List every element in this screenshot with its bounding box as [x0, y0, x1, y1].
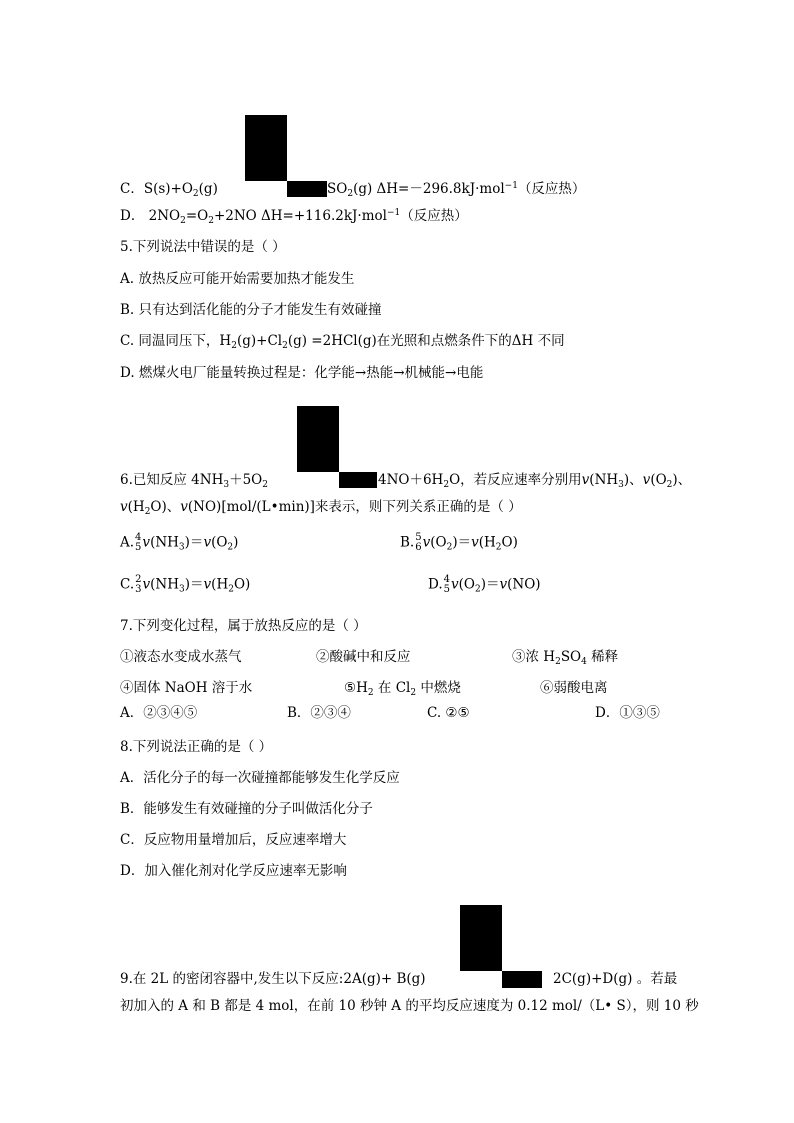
fraction: 5 6	[415, 532, 422, 553]
q8-option-c: C．反应物用量增加后，反应速率增大	[120, 832, 347, 848]
q5-option-b: B. 只有达到活化能的分子才能发生有效碰撞	[120, 302, 382, 318]
q5-stem: 5.下列说法中错误的是（ ）	[120, 239, 286, 255]
q5-option-d: D. 燃煤火电厂能量转换过程是：化学能→热能→机械能→电能	[120, 365, 484, 381]
q8-option-a: A．活化分子的每一次碰撞都能够发生化学反应	[120, 770, 400, 786]
q7-option-c: C. ②⑤	[427, 705, 470, 721]
redacted-block	[339, 472, 377, 488]
q8-option-b: B．能够发生有效碰撞的分子叫做活化分子	[120, 801, 373, 817]
fraction: 2 3	[135, 574, 142, 595]
redacted-block	[460, 905, 502, 971]
fraction: 4 5	[443, 574, 451, 595]
redacted-block	[287, 181, 327, 197]
q6-option-c: C. 2 3 $v(NH_3)=v(H_2O)$	[120, 574, 251, 595]
fraction: 4 5	[135, 532, 142, 553]
redacted-block	[502, 971, 542, 988]
q9-stem-line2: 初加入的 A 和 B 都是 4 mol，在前 10 秒钟 A 的平均反应速度为 0.12 mol/（L• S），则 10 秒	[120, 998, 699, 1014]
q6-option-a: A. 4 5 $v(NH_3)=v(O_2)$	[120, 532, 239, 553]
q9-stem-line1-cont: 2C(g)+D(g) 。若最	[553, 971, 678, 987]
q7-item-2: ②酸碱中和反应	[316, 649, 411, 665]
q6-stem-line1-cont: $4NO+6H_2O$，若反应速率分别用$v(NH_3)$、$v(O_2)$、	[378, 472, 692, 490]
q7-option-a: A．②③④⑤	[120, 705, 198, 721]
q7-stem: 7.下列变化过程，属于放热反应的是（ ）	[120, 618, 367, 634]
q6-option-b: B. 5 6 $v(O_2)=v(H_2O)$	[400, 532, 518, 553]
q7-item-4: ④固体 NaOH 溶于水	[120, 680, 253, 696]
q4-option-c: C．$S(s)+O_2(g)$	[120, 181, 218, 199]
q7-item-5: $⑤H_2$ 在 $Cl_2$ 中燃烧	[344, 680, 461, 698]
q4-option-d: D． $2NO_2=O_2+2NO$ ΔH=+116.2kJ·mol$^{-1}$（反应热）	[120, 208, 468, 226]
q8-option-d: D．加入催化剂对化学反应速率无影响	[120, 863, 347, 879]
q7-item-3: ③浓 $H_2SO_4$ 稀释	[512, 649, 619, 667]
q7-item-1: ①液态水变成水蒸气	[120, 649, 242, 665]
q6-stem-line1: 6.已知反应 $4NH_3+5O_2$	[120, 472, 268, 490]
q6-stem-line2: $v(H_2O)$、v(NO)[mol/(L•min)]来表示，则下列关系正确的是（ ）	[120, 499, 522, 517]
q7-option-b: B．②③④	[287, 705, 351, 721]
q8-stem: 8.下列说法正确的是（ ）	[120, 739, 273, 755]
redacted-block	[245, 115, 287, 181]
q7-item-6: ⑥弱酸电离	[540, 680, 608, 696]
q4-option-c-product: $SO_2(g)$ ΔH=－296.8kJ·mol$^{-1}$（反应热）	[327, 181, 586, 199]
q9-stem-line1: 9.在 2L 的密闭容器中,发生以下反应:2A(g)+ B(g)	[120, 971, 426, 987]
q7-option-d: D．①③⑤	[595, 705, 660, 721]
q6-option-d: D. 4 5 $v(O_2)=v(NO)$	[428, 574, 541, 595]
q5-option-c: C. 同温同压下，$H_2(g)+Cl_2(g) =2HCl(g)$在光照和点燃条件下的ΔH 不同	[120, 333, 565, 351]
redacted-block	[297, 406, 339, 472]
q5-option-a: A. 放热反应可能开始需要加热才能发生	[120, 271, 355, 287]
